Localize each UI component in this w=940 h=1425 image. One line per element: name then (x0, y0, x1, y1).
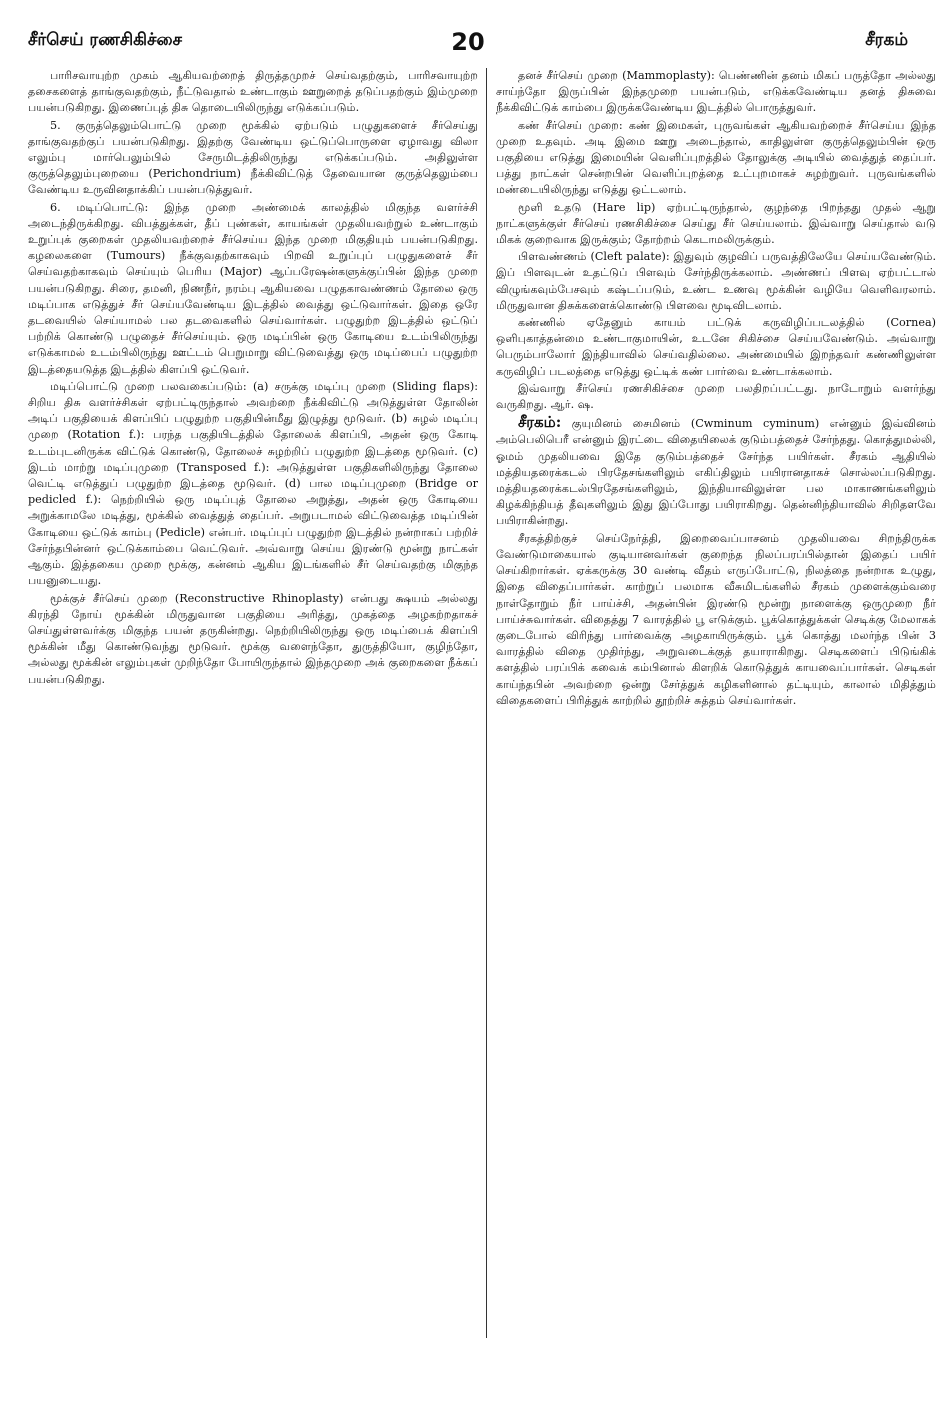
paragraph: கண் சீர்செய் முறை: கண் இமைகள், புருவங்கள் ஆகியவற்றைச் சீர்செய்ய இந்த முறை உதவும். அடி இமை ஊறு அடைந்தால், காதிலுள்ள குருத்தெலும்பின் ஒரு பகுதியை எடுத்து இமையின் வெளிப்புறத்தில் தோலுக்கு அடியில் வைத்துத் தைப்பர். பத்து நாட்கள் சென்றபின் வெளிப்புறத்தை உட்புறமாகச் சுழற்றுவர். புருவங்களில் மண்டையிலிருந்து எடுத்து ஒட்டலாம். (496, 118, 936, 197)
entry-text: குயுமினம் சைமினம் (Cwminum cyminum) என்னும் இவ்வினம் அம்பெலிபெரீ என்னும் இரட்டை விதையிலைக் குடும்பத்தைச் சேர்ந்தது. கொத்துமல்லி, ஓமம் முதலியவை இதே குடும்பத்தைச் சேர்ந்த பயிர்கள். சீரகம் ஆதியில் மத்தியதரைக்கடல் பிரதேசங்களிலும் எகிப்திலும் பயிரானதாகச் சொல்லப்படுகிறது. மத்தியதரைக்கடல்பிரதேசங்களிலும், இந்தியாவிலுள்ள பல மாகாணங்களிலும் கிழக்கிந்தியத் தீவுகளிலும் இது இப்போது பயிராகிறது. தென்னிந்தியாவில் சிறிதளவே பயிராகின்றது. (496, 417, 936, 528)
paragraph: 5. குருத்தெலும்பொட்டு முறை மூக்கில் ஏற்படும் பழுதுகளைச் சீர்செய்து தாங்குவதற்குப் பயன்படுகிறது. இதற்கு வேண்டிய ஒட்டுப்பொருளை ஏழாவது விலா எலும்பு மார்பெலும்பில் சேருமிடத்திலிருந்து எடுக்கப்படும். அதிலுள்ள குருத்தெலும்புறையை (Perichondrium) நீக்கிவிட்டுத் தேவையான குருத்தெலும்பை வேண்டிய உருவினதாக்கிப் பயன்படுத்துவர். (28, 118, 478, 197)
paragraph: மூக்குச் சீர்செய் முறை (Reconstructive Rhinoplasty) என்பது க்ஷயம் அல்லது கிரந்தி நோய் மூக்கின் மிருதுவான பகுதியை அரித்து, முகத்தை அழகற்றதாகச் செய்துள்ளவர்க்கு மிகுந்த பயன் தருகின்றது. நெற்றியிலிருந்து ஒரு மடிப்பைக் கிளப்பி மூக்கின் மீது கொண்டுவந்து மூடுவர். மூக்கு வளைந்தோ, துருத்தியோ, குழிந்தோ, அல்லது மூக்கின் எலும்புகள் முறிந்தோ போயிருந்தால் இந்தமுறை அக் குறைகளை நீக்கப் பயன்படுகிறது. (28, 591, 478, 686)
page-body (28, 68, 936, 1368)
paragraph: மூளி உதடு (Hare lip) ஏற்பட்டிருந்தால், குழந்தை பிறந்தது முதல் ஆறு நாட்களுக்குள் சீர்செய் ரணசிகிச்சை செய்து சீர் செய்யலாம். இவ்வாறு செய்தால் வடு மிகக் குறைவாக இருக்கும்; தோற்றம் கெடாமலிருக்கும். (496, 200, 936, 247)
paragraph: மடிப்பொட்டு முறை பலவகைப்படும்: (a) சருக்கு மடிப்பு முறை (Sliding flaps): சிறிய திசு வளர்ச்சிகள் ஏற்பட்டிருந்தால் அவற்றை நீக்கிவிட்டு அடுத்துள்ள தோலின் அடிப் பகுதியைக் கிளப்பிப் பழுதுற்ற பகுதியின்மீது இழுத்து மூடுவர். (b) சுழல் மடிப்பு முறை (Rotation f.): பரந்த பகுதியிடத்தில் தோலைக் கிளப்பி, அதன் ஒரு கோடி உடம்புடனிருக்க விட்டுக் கொண்டு, தோலைச் சுழற்றிப் பழுதுற்ற இடத்தை மூடுவர். (c) இடம் மாற்று மடிப்புமுறை (Transposed f.): அடுத்துள்ள பகுதிகளிலிருந்து தோலை வெட்டி எடுத்துப் பழுதுற்ற இடத்தை மூடுவர். (d) பால மடிப்புமுறை (Bridge or pedicled f.): நெற்றியில் ஒரு மடிப்புத் தோலை அறுத்து, அதன் ஒரு கோடியை அறுக்காமலே மடித்து, மூக்கில் வைத்துத் தைப்பர். அறுபடாமல் விட்டுவைத்த மடிப்பின் கோடியை ஒட்டுக் காம்பு (Pedicle) என்பர். மடிப்புப் பழுதுற்ற இடத்தில் நன்றாகப் பற்றிச் சேர்ந்தபின்னர் ஒட்டுக்காம்பை வெட்டுவர். அவ்வாறு செய்ய இரண்டு மூன்று நாட்கள் ஆகும். இத்தகைய முறை மூக்கு, கன்னம் ஆகிய இடங்களில் சீர் செய்வதற்கு மிகுந்த பயனுடையது. (28, 379, 478, 588)
page-header (28, 30, 908, 66)
page-number: 20 (451, 28, 485, 56)
left-column (28, 68, 478, 1368)
entry-paragraph (496, 414, 936, 529)
right-column (496, 68, 936, 1368)
paragraph: பாரிசவாயுற்ற முகம் ஆகியவற்றைத் திருத்தமுறச் செய்வதற்கும், பாரிசவாயுற்ற தசைகளைத் தாங்குவதற்கும், நீட்டுவதால் உண்டாகும் ஊறுறைத் தடுப்பதற்கும் இம்முறை பயன்படுகிறது. இணைப்புத் திசு தொடையிலிருந்து எடுக்கப்படும். (28, 69, 478, 115)
paragraph: கண்ணில் ஏதேனும் காயம் பட்டுக் கருவிழிப்படலத்தில் (Cornea) ஒளிபுகாத்தன்மை உண்டாகுமாயின், உடனே சிகிச்சை செய்யவேண்டும். அவ்வாறு பெரும்பாலோர் இந்தியாவில் செய்வதில்லை. அண்மையில் இறந்தவர் கண்ணிலுள்ள கருவிழிப் படலத்தை எடுத்து ஒட்டிக் கண் பார்வை உண்டாக்கலாம். (496, 316, 936, 378)
paragraph: தனச் சீர்செய் முறை (Mammoplasty): பெண்ணின் தனம் மிகப் பருத்தோ அல்லது சாய்ந்தோ இருப்பின் இந்தமுறை பயன்படும், எடுக்கவேண்டிய தனத் திசுவை நீக்கிவிட்டுக் காம்பை இருக்கவேண்டிய இடத்தில் பொருத்துவர். (496, 69, 936, 115)
paragraph: இவ்வாறு சீர்செய் ரணசிகிச்சை முறை பலதிறப்பட்டது. நாடோறும் வளர்ந்து வருகிறது. ஆர். ஷ. (496, 381, 936, 412)
entry-paragraph: சீரகத்திற்குச் செய்நேர்த்தி, இறைவைப்பாசனம் முதலியவை சிறந்திருக்க வேண்டுமாகையால் குடியானவர்கள் குறைந்த நிலப்பரப்பில்தான் இதைப் பயிர் செய்கிறார்கள். ஏக்கருக்கு 30 வண்டி வீதம் எருப்போட்டு, நிலத்தை நன்றாக உழுது, இதை விதைப்பார்கள். காற்றுப் பலமாக வீசுமிடங்களில் சீரகம் முளைக்கும்வரை நாள்தோறும் நீர் பாய்ச்சி, அதன்பின் இரண்டு மூன்று நாளைக்கு ஒருமுறை நீர் பாய்ச்சுவார்கள். விதைத்து 7 வாரத்தில் பூ எடுக்கும். பூக்கொத்துக்கள் செடிக்கு மேலாகக் குடைபோல் விரிந்து பார்வைக்கு அழகாயிருக்கும். பூக் கொத்து மலர்ந்த பின் 3 வாரத்தில் விதை முதிர்ந்து, அறுவடைக்குத் தயாராகிறது. செடிகளைப் பிடுங்கிக் களத்தில் பரப்பிக் கவைக் கம்பினால் கிளறிக் கொடுத்துக் காயவைப்பார்கள். செடிகள் காய்ந்தபின் அவற்றை ஒன்று சேர்த்துக் கழிகளினால் தட்டியும், காலால் மிதித்தும் விதைகளைப் பிரித்துக் காற்றில் தூற்றிச் சுத்தம் செய்வார்கள். (496, 531, 936, 707)
column-divider (486, 68, 487, 1338)
running-title-left: சீர்செய் ரணசிகிச்சை (28, 30, 183, 50)
running-title-right: சீரகம் (865, 30, 908, 50)
paragraph: பிளவண்ணம் (Cleft palate): இதுவும் குழவிப் பருவத்திலேயே செய்யவேண்டும். இப் பிளவுடன் உதட்டுப் பிளவும் சேர்ந்திருக்கலாம். அண்ணப் பிளவு ஏற்பட்டால் விழுங்கவும்பேசவும் கஷ்டப்படும், உண்ட உணவு மூக்கின் வழியே வெளிவரலாம். மிருதுவான திசுக்களைக்கொண்டு பிளவை மூடிவிடலாம். (496, 250, 936, 312)
paragraph: 6. மடிப்பொட்டு: இந்த முறை அண்மைக் காலத்தில் மிகுந்த வளர்ச்சி அடைந்திருக்கிறது. விபத்துக்கள், தீப் புண்கள், காயங்கள் முதலியவற்றுல் உண்டாகும் உறுப்புக் குறைகள் முதலியவற்றைச் சீர்செய்ய இந்த முறை மிகுதியும் பயன்படுகிறது. கழலைகளை (Tumours) நீக்குவதற்காகவும் பிறவி உறுப்புப் பழுதுகளைச் சீர் செய்வதற்காகவும் செய்யும் பெரிய (Major) ஆப்பரேஷன்களுக்குப்பின் இந்த முறை பயன்படுகிறது. சிரை, தமனி, நிணநீர், நரம்பு ஆகியவை பழுதகாவண்ணம் தோலை ஒரு மடிப்பாக எடுத்துச் சீர் செய்யவேண்டிய இடத்தில் வைத்து ஒட்டுவார்கள். இதை ஒரே தடவையில் செய்யாமல் பல தடவைகளில் செய்வார்கள். பழுதுற்ற இடத்தில் ஒட்டுப் பற்றிக் கொண்டு பழுதைச் சீர்செய்யும். ஒரு மடிப்பின் ஒரு கோடியை உடம்பிலிருந்து எடுக்காமல் உடம்பிலிருந்து ஊட்டம் பெறுமாறு விட்டுவைத்து ஒரு மடிப்பைப் பழுதுற்ற இடத்தையடுத்த இடத்தில் கிளப்பி ஒட்டுவர். (28, 200, 478, 376)
entry-term: சீரகம்: (518, 413, 562, 432)
